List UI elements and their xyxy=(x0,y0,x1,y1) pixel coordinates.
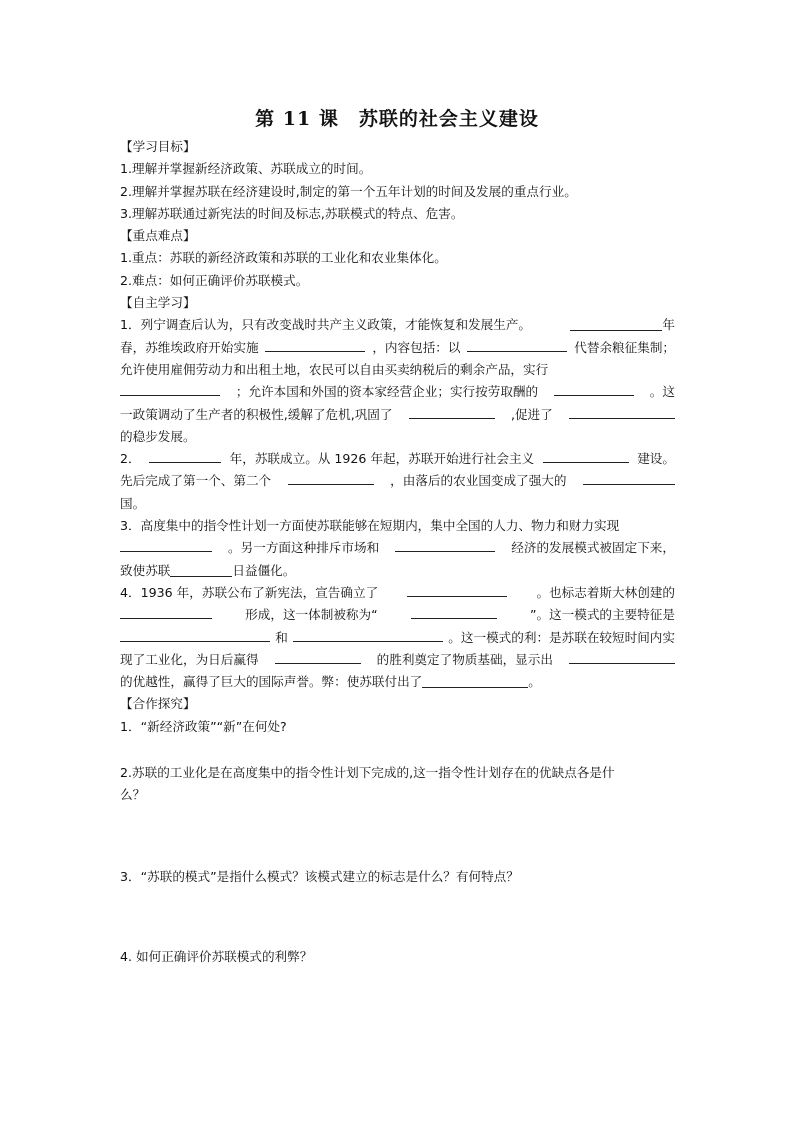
text: 代替余粮征集制； xyxy=(574,339,675,355)
fill-blank[interactable] xyxy=(149,448,221,463)
worksheet-body xyxy=(120,136,675,738)
fill-blank[interactable] xyxy=(120,537,212,552)
text: ，由落后的农业国变成了强大的 xyxy=(390,473,567,489)
key-point-item: 1.重点：苏联的新经济政策和苏联的工业化和农业集体化。 xyxy=(120,250,447,266)
text: ”。这一模式的主要特征是 xyxy=(529,607,675,623)
self-study-p4-line4 xyxy=(120,649,675,671)
fill-blank[interactable] xyxy=(583,470,675,485)
fill-blank[interactable] xyxy=(569,404,675,419)
fill-blank[interactable] xyxy=(288,470,374,485)
self-study-p3-line1: 3．高度集中的指令性计划一方面使苏联能够在短期内，集中全国的人力、物力和财力实现 xyxy=(120,518,620,534)
self-study-heading: 【自主学习】 xyxy=(120,295,196,311)
discussion-question-4: 4. 如何正确评价苏联模式的利弊？ xyxy=(120,949,313,964)
fill-blank[interactable] xyxy=(275,649,361,664)
objective-item: 2.理解并掌握苏联在经济建设时,制定的第一个五年计划的时间及发展的重点行业。 xyxy=(120,183,577,199)
objectives-heading: 【学习目标】 xyxy=(120,139,196,154)
self-study-p4-line3 xyxy=(120,627,675,649)
self-study-p2-line1 xyxy=(120,448,675,470)
objective-item: 3.理解苏联通过新宪法的时间及标志,苏联模式的特点、危害。 xyxy=(120,205,464,221)
text: 的胜利奠定了物质基础，显示出 xyxy=(376,651,553,667)
discussion-question-2 xyxy=(120,762,675,807)
text: 允许使用雇佣劳动力和出租土地，农民可以自由买卖纳税后的剩余产品，实行 xyxy=(120,361,549,377)
text: 一政策调动了生产者的积极性,缓解了危机,巩固了 xyxy=(120,406,393,422)
fill-blank[interactable] xyxy=(409,404,495,419)
objective-item: 1.理解并掌握新经济政策、苏联成立的时间。 xyxy=(120,161,372,177)
text: 。这一模式的利：是苏联在较短时间内实 xyxy=(448,629,675,645)
text: 日益僵化。 xyxy=(232,562,296,578)
text: ，内容包括：以 xyxy=(372,339,461,355)
text: 。 xyxy=(528,674,541,690)
text: 4．1936 年，苏联公布了新宪法，宣告确立了 xyxy=(120,584,379,600)
fill-blank[interactable] xyxy=(170,562,232,577)
page-title: 第 11 课 苏联的社会主义建设 xyxy=(255,108,539,130)
text: 春，苏维埃政府开始实施 xyxy=(120,339,259,355)
text: ；允许本国和外国的资本家经营企业；实行按劳取酬的 xyxy=(235,384,539,400)
text: 。这 xyxy=(649,384,675,400)
text: 和 xyxy=(275,629,288,645)
text: 形成，这一体制被称为“ xyxy=(245,607,378,623)
self-study-p4-line5 xyxy=(120,671,675,693)
key-points-heading: 【重点难点】 xyxy=(120,228,196,244)
discussion-question-1: 1．“新经济政策”“新”在何处? xyxy=(120,718,287,734)
self-study-p1-line1 xyxy=(120,314,675,336)
fill-blank[interactable] xyxy=(120,627,270,642)
text: ,促进了 xyxy=(510,406,553,422)
fill-blank[interactable] xyxy=(120,604,212,619)
self-study-p4-line2 xyxy=(120,604,675,626)
fill-blank[interactable] xyxy=(407,582,507,597)
text: 建设。 xyxy=(637,451,675,467)
text: 的优越性，赢得了巨大的国际声誉。弊：使苏联付出了 xyxy=(120,674,423,690)
self-study-p3-line3 xyxy=(120,560,675,582)
key-point-item: 2.难点：如何正确评价苏联模式。 xyxy=(120,272,309,288)
fill-blank[interactable] xyxy=(293,627,443,642)
text: 。也标志着斯大林创建的 xyxy=(536,584,675,600)
fill-blank[interactable] xyxy=(569,649,675,664)
fill-blank[interactable] xyxy=(422,673,528,688)
question-text: 么？ xyxy=(120,787,146,803)
text: 。另一方面这种排斥市场和 xyxy=(228,540,380,556)
fill-blank[interactable] xyxy=(543,448,629,463)
text: 年，苏联成立。从 1926 年起，苏联开始进行社会主义 xyxy=(229,451,535,467)
fill-blank[interactable] xyxy=(265,337,365,352)
self-study-p2-line2 xyxy=(120,470,675,492)
text: 致使苏联 xyxy=(120,562,171,578)
text: 经济的发展模式被固定下来， xyxy=(511,540,675,556)
self-study-p1-line5 xyxy=(120,404,675,426)
fill-blank[interactable] xyxy=(120,381,220,396)
text: 现了工业化，为日后赢得 xyxy=(120,651,259,667)
cooperation-heading: 【合作探究】 xyxy=(120,696,196,712)
fill-blank[interactable] xyxy=(411,604,497,619)
self-study-p1-line3 xyxy=(120,359,675,381)
question-text: 2.苏联的工业化是在高度集中的指令性计划下完成的,这一指令性计划存在的优缺点各是什 xyxy=(120,765,615,780)
discussion-question-3: 3．“苏联的模式”是指什么模式？该模式建立的标志是什么？有何特点？ xyxy=(120,869,519,884)
text: 先后完成了第一个、第二个 xyxy=(120,473,272,489)
self-study-p1-line4 xyxy=(120,381,675,403)
self-study-p1-line2 xyxy=(120,337,675,359)
self-study-p2-line3: 国。 xyxy=(120,495,146,511)
self-study-p4-line1 xyxy=(120,582,675,604)
fill-blank[interactable] xyxy=(395,537,495,552)
fill-blank[interactable] xyxy=(554,381,634,396)
self-study-p3-line2 xyxy=(120,537,675,559)
fill-blank[interactable] xyxy=(467,337,567,352)
text: 2． xyxy=(120,451,141,467)
fill-blank[interactable] xyxy=(570,316,662,331)
text: 年 xyxy=(662,317,675,333)
self-study-p1-line6: 的稳步发展。 xyxy=(120,428,196,444)
text: 1．列宁调查后认为，只有改变战时共产主义政策，才能恢复和发展生产。 xyxy=(120,317,532,333)
